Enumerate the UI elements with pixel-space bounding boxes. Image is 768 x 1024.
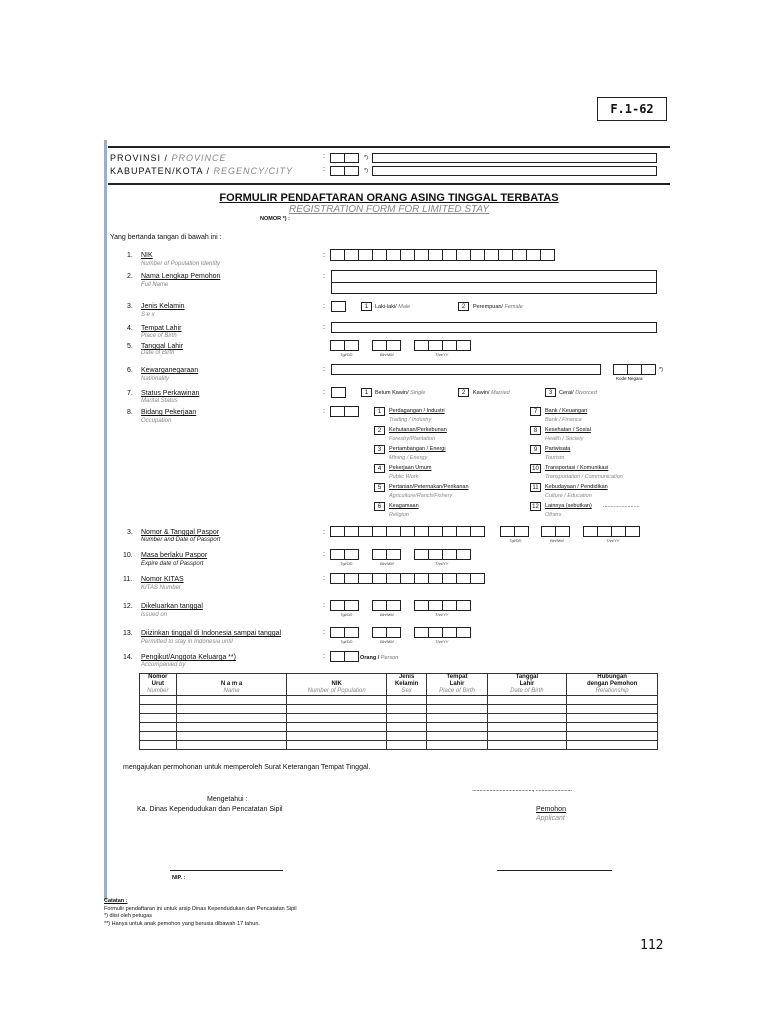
passport-month-boxes[interactable] [542,526,570,537]
marital-option-2-number: 2 [458,388,469,397]
table-row[interactable] [140,696,658,705]
nik-digit-box[interactable] [526,249,541,261]
table-cell[interactable] [140,741,177,750]
dob-month-boxes[interactable] [373,340,401,351]
table-row[interactable] [140,705,658,714]
field6-sublabel: Nationality [141,376,170,382]
passport-digit-box[interactable] [372,526,387,537]
expire-year-label: Thn/YY [435,561,449,566]
occupation-right-label: Transportasi / Komunikasi [545,465,609,471]
table-cell[interactable] [287,714,386,723]
official-signature-line [170,870,283,871]
occupation-right-english: Transportation / Communication [545,474,623,480]
family-table-header: Relationship [567,688,658,696]
nomor-label: NOMOR *) : [260,216,290,222]
field8-number: 8. [127,409,133,416]
note-1: Formulir pendaftaran ini untuk arsip Dinas Kependudukan dan Pencatatan Sipil [104,906,297,912]
field1-label: NIK [141,252,153,259]
stay-month-label: Bln/MM [380,639,394,644]
occupation-left-label: Pertambangan / Energi [389,446,446,452]
nik-digit-box[interactable] [386,249,401,261]
occupation-left-label: Pekerjaan Umum [389,465,432,471]
table-cell[interactable] [386,732,427,741]
sex-option-2-number: 2 [458,302,469,311]
family-table-header [287,674,386,682]
table-row[interactable] [140,741,658,750]
province-note-mark: *) [364,155,368,161]
sex-option-1-number: 1 [361,302,372,311]
table-cell[interactable] [427,732,487,741]
place-date-line: .........................................., ......................... [472,786,572,793]
applicant-label: Applicant [536,815,565,822]
dob-day-label: Tgl/DD [340,352,353,357]
kitas-digit-box[interactable] [414,573,429,584]
family-table-header: Kelamin [386,681,427,688]
dob-month-label: Bln/MM [380,352,394,357]
passport-month-label: Bln/MM [550,538,564,543]
field7-label: Status Perkawinan [141,390,200,397]
kitas-digit-box[interactable] [442,573,457,584]
table-cell[interactable] [567,741,658,750]
occupation-right-english: Bank / Finance [545,417,582,423]
note-2: *) diisi oleh petugas [104,913,153,919]
family-table-header: Urut [140,681,177,688]
field14-label: Pengikut/Anggota Keluarga **) [141,654,236,661]
table-cell[interactable] [140,732,177,741]
occupation-left-english: Religion [389,512,409,518]
occupation-left-english: Mining / Energy [389,455,428,461]
passport-digit-box[interactable] [386,526,401,537]
passport-digit-box[interactable] [344,526,359,537]
table-cell[interactable] [567,732,658,741]
occupation-left-label: Pertanian/Peternakan/Perikanan [389,484,469,490]
table-cell[interactable] [567,705,658,714]
field4-number: 4. [127,325,133,332]
field9-colon: : [323,529,325,536]
field1-sublabel: Number of Population Identity [141,261,221,267]
field5-sublabel: Date of Birth [141,350,175,356]
family-table-header: Lahir [487,681,567,688]
regency-colon: : [323,166,325,173]
occupation-right-english: Tourism [545,455,565,461]
family-table-header: Jenis [386,674,427,682]
field11-sublabel: KITAS Number [141,585,181,591]
field11-number: 11. [123,576,133,583]
marital-input-box[interactable] [331,387,346,398]
stay-day-label: Tgl/DD [340,639,353,644]
family-table-header: NIK [287,681,386,688]
nik-digit-box[interactable] [358,249,373,261]
table-cell[interactable] [287,723,386,732]
field4-sublabel: Place of Birth [141,333,177,339]
field9-sublabel: Number and Date of Passport [141,537,221,543]
field5-number: 5. [127,343,133,350]
family-count-boxes[interactable] [331,651,359,662]
nip-label: NIP. : [172,875,186,881]
nik-digit-box[interactable] [330,249,345,261]
kitas-digit-box[interactable] [400,573,415,584]
table-cell[interactable] [567,696,658,705]
passport-digit-box[interactable] [428,526,443,537]
field11-label: Nomor KITAS [141,576,184,583]
regency-label: KABUPATEN/KOTA / REGENCY/CITY [110,166,294,176]
issued-month-label: Bln/MM [380,612,394,617]
family-table-header: dengan Pemohon [567,681,658,688]
field8-label: Bidang Pekerjaan [141,409,197,416]
kitas-digit-box[interactable] [330,573,345,584]
field8-sublabel: Occupation [141,418,172,424]
marital-option-2: Kawin/ Married [473,390,510,396]
occupation-right-number: 9 [530,445,541,454]
table-cell[interactable] [140,705,177,714]
field14-colon: : [323,653,325,660]
family-table-header: Lahir [427,681,487,688]
occupation-right-label: Bank / Keuangan [545,408,588,414]
marital-option-1-number: 1 [361,388,372,397]
occupation-left-english: Trading / Industry [389,417,432,423]
issued-year-boxes[interactable] [415,600,471,611]
issued-month-boxes[interactable] [373,600,401,611]
passport-year-boxes[interactable] [584,526,640,537]
field2-label: Nama Lengkap Pemohon [141,273,221,280]
field13-colon: : [323,629,325,636]
nik-digit-box[interactable] [512,249,527,261]
sex-input-box[interactable] [331,301,346,312]
family-table-header: Nomor [140,674,177,682]
table-cell[interactable] [176,723,287,732]
form-subtitle: REGISTRATION FORM FOR LIMITED STAY [288,204,489,215]
occupation-right-number: 10 [530,464,541,473]
occupation-right-number: 8 [530,426,541,435]
expire-month-label: Bln/MM [380,561,394,566]
stay-month-boxes[interactable] [373,627,401,638]
passport-day-boxes[interactable] [501,526,529,537]
field3-colon: : [323,303,325,310]
field3-label: Jenis Kelamin [141,303,185,310]
field9-label: Nomor & Tanggal Paspor [141,529,220,536]
country-code-note-mark: *) [659,367,663,373]
table-cell[interactable] [386,705,427,714]
passport-digit-box[interactable] [400,526,415,537]
field12-label: Dikeluarkan tanggal [141,603,203,610]
kitas-digit-box[interactable] [386,573,401,584]
nik-digit-box[interactable] [540,249,555,261]
table-row[interactable] [140,723,658,732]
family-table-header: Tempat [427,674,487,682]
nationality-field[interactable] [331,364,601,375]
passport-number-boxes[interactable] [331,526,485,537]
table-cell[interactable] [427,723,487,732]
field10-number: 10. [123,552,133,559]
form-code-box [597,97,667,121]
table-cell[interactable] [487,741,567,750]
nik-digit-box[interactable] [400,249,415,261]
field6-colon: : [323,366,325,373]
note-3: **) Hanya untuk anak pemohon yang berusia dibawah 17 tahun. [104,921,260,927]
occupation-right-english: Culture / Education [545,493,592,499]
kitas-boxes[interactable] [331,573,485,584]
left-margin-bar [104,140,107,900]
occupation-right-number: 12 [530,502,541,511]
field3-sublabel: S e x [141,312,155,318]
field10-colon: : [323,551,325,558]
occupation-left-english: Forestry/Plantation [389,436,436,442]
table-cell[interactable] [487,714,567,723]
table-cell[interactable] [487,696,567,705]
notes-title: Catatan : [104,898,128,904]
field13-label: Diizinkan tinggal di Indonesia sampai tanggal [141,630,282,637]
table-cell[interactable] [386,696,427,705]
occupation-left-number: 6 [374,502,385,511]
family-table-header: Number of Population [287,688,386,696]
table-row[interactable] [140,714,658,723]
passport-digit-box[interactable] [330,526,345,537]
table-cell[interactable] [427,705,487,714]
field2-number: 2. [127,273,133,280]
occupation-input-boxes[interactable] [331,406,359,417]
regency-code-boxes[interactable] [331,166,359,176]
form-title: FORMULIR PENDAFTARAN ORANG ASING TINGGAL TERBATAS [219,192,559,204]
field8-colon: : [323,408,325,415]
nik-digit-box[interactable] [414,249,429,261]
field3-number: 3. [127,303,133,310]
table-cell[interactable] [176,732,287,741]
field10-label: Masa berlaku Paspor [141,552,208,559]
place-of-birth-field[interactable] [331,322,657,333]
field13-sublabel: Permitted to stay in Indonesia until [141,639,233,645]
table-cell[interactable] [487,723,567,732]
header-top-line [108,146,670,148]
passport-year-label: Thn/YY [606,538,620,543]
occupation-right-label: Kebudayaan / Pendidikan [545,484,608,490]
family-table [139,673,658,750]
table-cell[interactable] [287,741,386,750]
field7-sublabel: Marital Status [141,398,178,404]
table-row[interactable] [140,732,658,741]
expire-month-boxes[interactable] [373,549,401,560]
occupation-left-english: Agriculture/Ranch/Fishery [389,493,453,499]
passport-digit-box[interactable] [470,526,485,537]
field14-sublabel: Accompanied by [141,662,186,668]
page-number: 112 [640,938,664,953]
regency-note-mark: *) [364,168,368,174]
table-cell[interactable] [386,714,427,723]
field7-colon: : [323,389,325,396]
occupation-others-dots: ........................ [603,503,640,509]
nik-digit-box[interactable] [484,249,499,261]
family-table-header: Sex [386,688,427,696]
pemohon-label: Pemohon [536,806,566,813]
dob-year-label: Thn/YY [435,352,449,357]
kitas-digit-box[interactable] [456,573,471,584]
table-cell[interactable] [287,705,386,714]
field12-number: 12. [123,603,133,610]
expire-day-boxes[interactable] [331,549,359,560]
nik-digit-box[interactable] [344,249,359,261]
dob-day-boxes[interactable] [331,340,359,351]
nik-boxes[interactable] [331,249,555,261]
nik-digit-box[interactable] [470,249,485,261]
applicant-signature-line [497,870,612,871]
field7-number: 7. [127,390,133,397]
mengetahui-label: Mengetahui : [207,796,248,803]
nik-digit-box[interactable] [442,249,457,261]
occupation-left-label: Keagamaan [389,503,419,509]
dob-year-boxes[interactable] [415,340,471,351]
passport-digit-box[interactable] [456,526,471,537]
header-bottom-line [108,183,670,185]
kitas-digit-box[interactable] [344,573,359,584]
field2-sublabel: Full Name [141,282,169,288]
marital-option-3-number: 3 [545,388,556,397]
table-cell[interactable] [386,723,427,732]
table-cell[interactable] [427,696,487,705]
table-cell[interactable] [427,714,487,723]
family-table-header: Name [176,688,287,696]
family-table-header: N a m a [176,681,287,688]
person-label: Orang / Person [360,655,399,661]
sex-option-1: Laki-laki/ Male [375,304,411,310]
table-cell[interactable] [487,732,567,741]
field11-colon: : [323,575,325,582]
marital-option-1: Belum Kawin/ Single [375,390,426,396]
expire-year-boxes[interactable] [415,549,471,560]
occupation-left-label: Kehutanan/Perkebunan [389,427,447,433]
field13-number: 13. [123,630,133,637]
passport-day-label: Tgl/DD [509,538,522,543]
table-cell[interactable] [176,741,287,750]
nik-digit-box[interactable] [498,249,513,261]
kitas-digit-box[interactable] [428,573,443,584]
field5-label: Tanggal Lahir [141,343,184,350]
occupation-left-number: 5 [374,483,385,492]
table-cell[interactable] [140,696,177,705]
stay-year-label: Thn/YY [435,639,449,644]
issued-day-boxes[interactable] [331,600,359,611]
occupation-right-number: 7 [530,407,541,416]
table-cell[interactable] [427,741,487,750]
table-cell[interactable] [287,696,386,705]
occupation-left-number: 3 [374,445,385,454]
kitas-digit-box[interactable] [470,573,485,584]
province-colon: : [323,153,325,160]
family-table-header: Place of Birth [427,688,487,696]
table-cell[interactable] [140,714,177,723]
family-table-header [176,674,287,682]
table-cell[interactable] [386,741,427,750]
official-title: Ka. Dinas Kependudukan dan Pencatatan Sipil [137,806,283,813]
table-cell[interactable] [176,696,287,705]
occupation-left-english: Public Work [389,474,419,480]
occupation-left-number: 4 [374,464,385,473]
family-table-header: Hubungan [567,674,658,682]
stay-year-boxes[interactable] [415,627,471,638]
table-cell[interactable] [567,723,658,732]
nik-digit-box[interactable] [428,249,443,261]
purpose-text: mengajukan permohonan untuk memperoleh Surat Keterangan Tempat Tinggal. [123,764,371,771]
field6-label: Kewarganegaraan [141,367,199,374]
family-table-header: Number [140,688,177,696]
occupation-left-label: Perdagangan / Industri [389,408,445,414]
stay-day-boxes[interactable] [331,627,359,638]
table-cell[interactable] [567,714,658,723]
table-cell[interactable] [176,705,287,714]
province-label: PROVINSI / PROVINCE [110,153,227,163]
passport-digit-box[interactable] [414,526,429,537]
table-cell[interactable] [140,723,177,732]
occupation-right-label: Kesehatan / Sosial [545,427,591,433]
occupation-right-number: 11 [530,483,541,492]
intro-text: Yang bertanda tangan di bawah ini : [110,234,222,241]
occupation-left-number: 1 [374,407,385,416]
occupation-right-english: Others [545,512,562,518]
regency-name-field[interactable] [372,166,657,176]
passport-digit-box[interactable] [358,526,373,537]
field9-number: 3. [127,529,133,536]
table-cell[interactable] [287,732,386,741]
family-table-header: Date of Birth [487,688,567,696]
marital-option-3: Cerai/ Divorced [559,390,597,396]
kitas-digit-box[interactable] [358,573,373,584]
kitas-digit-box[interactable] [372,573,387,584]
occupation-right-english: Health / Society [545,436,584,442]
nik-digit-box[interactable] [456,249,471,261]
issued-year-label: Thn/YY [435,612,449,617]
occupation-right-label: Lainnya (sebutkan) [545,503,592,509]
field14-number: 14. [123,654,133,661]
nik-digit-box[interactable] [372,249,387,261]
field4-label: Tempat Lahir [141,325,182,332]
country-code-boxes[interactable] [614,364,656,375]
issued-day-label: Tgl/DD [340,612,353,617]
occupation-right-label: Pariwisata [545,446,571,452]
sex-option-2: Perempuan/ Female [473,304,523,310]
field1-number: 1. [127,252,133,259]
family-table-header: Tanggal [487,674,567,682]
occupation-left-number: 2 [374,426,385,435]
table-cell[interactable] [176,714,287,723]
table-cell[interactable] [487,705,567,714]
country-code-label: Kode Negara [616,376,643,381]
full-name-divider [331,282,657,283]
field1-colon: : [323,252,325,259]
passport-digit-box[interactable] [442,526,457,537]
field10-sublabel: Expire date of Passport [141,561,204,567]
field6-number: 6. [127,367,133,374]
form-code: F.1-62 [610,102,654,116]
province-name-field[interactable] [372,153,657,163]
field12-sublabel: Issued on [141,612,168,618]
field4-colon: : [323,324,325,331]
expire-day-label: Tgl/DD [340,561,353,566]
province-code-boxes[interactable] [331,153,359,163]
field12-colon: : [323,602,325,609]
field2-colon: : [323,273,325,280]
